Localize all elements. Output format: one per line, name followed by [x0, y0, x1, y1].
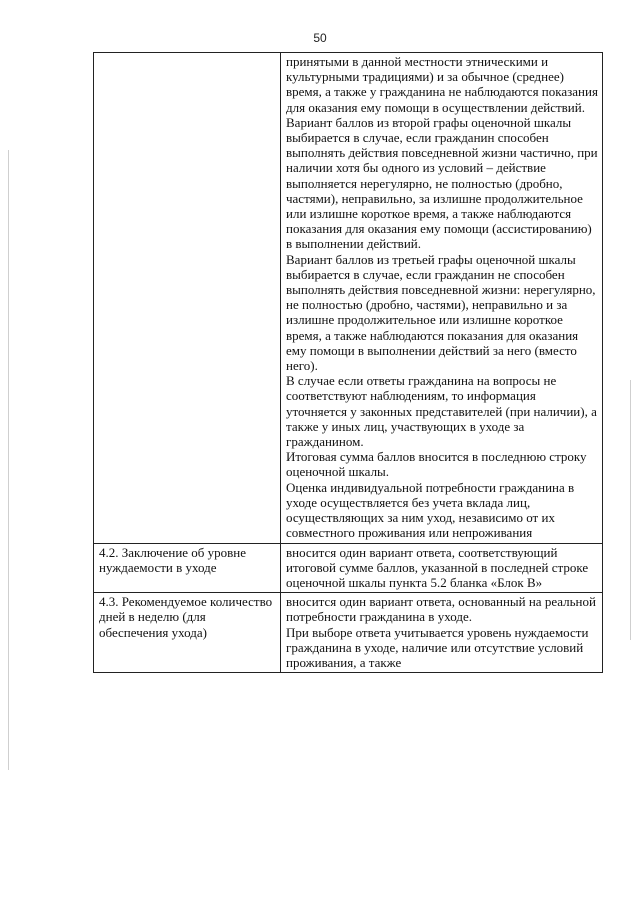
paragraph: Вариант баллов из второй графы оценочной шкалы выбирается в случае, если гражданин способен выполнять действия повседневной жизни частично, при наличии хотя бы одного из условий – действие выполняется нерегулярно, не полностью (дробно, частями), неправильно, за излишне продолжительное или излишне короткое время, а также наблюдаются показания для оказания ему помощи (ассистированию) в выполнении действий.	[286, 114, 598, 252]
row-label-cell: 4.2. Заключение об уровне нуждаемости в уходе	[94, 543, 281, 593]
row-content-cell	[281, 593, 603, 673]
paragraph: Оценка индивидуальной потребности гражданина в уходе осуществляется без учета вклада лиц, осуществляющих за ним уход, независимо от их совместного проживания или непроживания	[286, 479, 575, 541]
paragraph: В случае если ответы гражданина на вопросы не соответствуют наблюдениям, то информация уточняется у законных представителей (при наличии), а также у иных лиц, участвующих в уходе за гражданином.	[286, 373, 597, 450]
row-label-cell: 4.3. Рекомендуемое количество дней в неделю (для обеспечения ухода)	[94, 593, 281, 673]
paragraph: Вариант баллов из третьей графы оценочной шкалы выбирается в случае, если гражданин не способен выполнять действия повседневной жизни: нерегулярно, не полностью (дробно, частями), неправильно и за излишне продолжительное или излишне короткое время, а также наблюдаются показания для оказания ему помощи в выполнении действий за него (вместо него).	[286, 251, 596, 374]
paragraph: вносится один вариант ответа, соответствующий итоговой сумме баллов, указанной в последней строке оценочной шкалы пункта 5.2 бланка «Блок В»	[286, 544, 589, 590]
row-content-cell	[281, 53, 603, 544]
row-label-cell	[94, 53, 281, 544]
row-content-cell	[281, 543, 603, 593]
paragraph: Итоговая сумма баллов вносится в последнюю строку оценочной шкалы.	[286, 449, 587, 480]
scan-edge-mark	[8, 150, 9, 770]
table-row	[94, 593, 603, 673]
scan-edge-mark	[630, 380, 631, 640]
page-number: 50	[313, 31, 327, 45]
paragraph: принятыми в данной местности этническими и культурными традициями) и за обычное (среднее) время, а также у гражданина не наблюдаются показания для оказания ему помощи в осуществлении действий.	[286, 54, 598, 115]
paragraph: При выборе ответа учитывается уровень нуждаемости гражданина в уходе, наличие или отсутствие условий проживания, а также	[286, 624, 589, 670]
table-row	[94, 53, 603, 544]
paragraph: вносится один вариант ответа, основанный на реальной потребности гражданина в уходе.	[286, 594, 596, 625]
table-row	[94, 543, 603, 593]
instructions-table	[93, 52, 603, 673]
